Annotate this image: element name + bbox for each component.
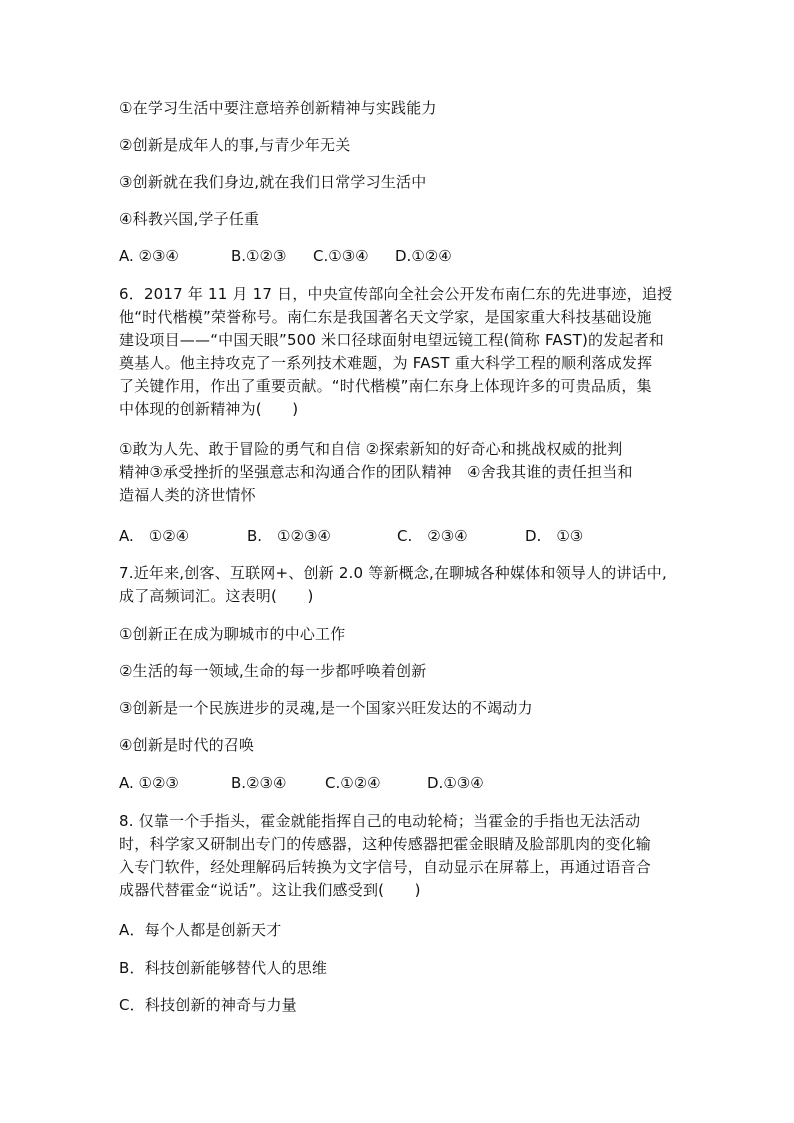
q5-option-1: ①在学习生活中要注意培养创新精神与实践能力 — [119, 99, 437, 117]
q7-choice-d: D.①③④ — [427, 774, 484, 792]
q8-option-a: A．每个人都是创新天才 — [119, 921, 282, 939]
q6-stem-line-5: 了关键作用，作出了重要贡献。“时代楷模”南仁东身上体现许多的可贵品质，集 — [119, 377, 652, 395]
q6-choices — [119, 526, 679, 546]
q5-choice-c: C.①③④ — [313, 247, 369, 265]
q7-stem-line-1: 7.近年来,创客、互联网+、创新 2.0 等新概念,在聊城各种媒体和领导人的讲话中, — [119, 564, 667, 582]
q8-stem-line-3: 入专门软件，经处理解码后转换为文字信号，自动显示在屏幕上，再通过语音合 — [119, 858, 652, 876]
q7-choice-c: C.①②④ — [325, 774, 381, 792]
q7-option-4: ④创新是时代的召唤 — [119, 736, 255, 754]
q7-choices — [119, 773, 679, 793]
q6-choice-b: B. ①②③④ — [247, 527, 331, 545]
q5-choice-d: D.①②④ — [395, 247, 452, 265]
q6-stem-line-4: 奠基人。他主持攻克了一系列技术难题，为 FAST 重大科学工程的顺利落成发挥 — [119, 354, 653, 372]
q6-choice-d: D. ①③ — [525, 527, 584, 545]
q8-stem-line-4: 成器代替霍金“说话”。这让我们感受到( ) — [119, 881, 421, 899]
q7-choice-b: B.②③④ — [231, 774, 287, 792]
q6-stem-line-1: 6．2017 年 11 月 17 日，中央宣传部向全社会公开发布南仁东的先进事迹，追授 — [119, 285, 673, 303]
q7-option-1: ①创新正在成为聊城市的中心工作 — [119, 625, 346, 643]
q6-stem-line-2: 他“时代楷模”荣誉称号。南仁东是我国著名天文学家，是国家重大科技基础设施 — [119, 308, 652, 326]
q6-choice-a: A. ①②④ — [119, 527, 190, 545]
q8-option-b: B．科技创新能够替代人的思维 — [119, 959, 328, 977]
q5-option-2: ②创新是成年人的事,与青少年无关 — [119, 136, 351, 154]
q5-option-4: ④科教兴国,学子任重 — [119, 210, 260, 228]
q5-choice-b: B.①②③ — [231, 247, 287, 265]
q7-option-3: ③创新是一个民族进步的灵魂,是一个国家兴旺发达的不竭动力 — [119, 699, 533, 717]
q6-options-line-2: 精神③承受挫折的坚强意志和沟通合作的团队精神 ④舍我其谁的责任担当和 — [119, 463, 633, 481]
q6-options-line-3: 造福人类的济世情怀 — [119, 486, 256, 504]
q8-stem-line-2: 时，科学家又研制出专门的传感器，这种传感器把霍金眼睛及脸部肌肉的变化输 — [119, 835, 652, 853]
q7-option-2: ②生活的每一领域,生命的每一步都呼唤着创新 — [119, 662, 427, 680]
q7-stem-line-2: 成了高频词汇。这表明( ) — [119, 587, 314, 605]
q6-choice-c: C. ②③④ — [397, 527, 468, 545]
q7-choice-a: A. ①②③ — [119, 774, 179, 792]
q5-option-3: ③创新就在我们身边,就在我们日常学习生活中 — [119, 173, 427, 191]
q6-stem-line-3: 建设项目——“中国天眼”500 米口径球面射电望远镜工程(简称 FAST)的发起者和 — [119, 331, 665, 349]
q5-choices — [119, 246, 679, 266]
q5-choice-a: A. ②③④ — [119, 247, 179, 265]
q6-stem-line-6: 中体现的创新精神为( ) — [119, 400, 299, 418]
q8-stem-line-1: 8. 仅靠一个手指头，霍金就能指挥自己的电动轮椅；当霍金的手指也无法活动 — [119, 812, 641, 830]
q6-options-line-1: ①敢为人先、敢于冒险的勇气和自信 ②探索新知的好奇心和挑战权威的批判 — [119, 440, 623, 458]
q8-option-c: C．科技创新的神奇与力量 — [119, 996, 297, 1014]
